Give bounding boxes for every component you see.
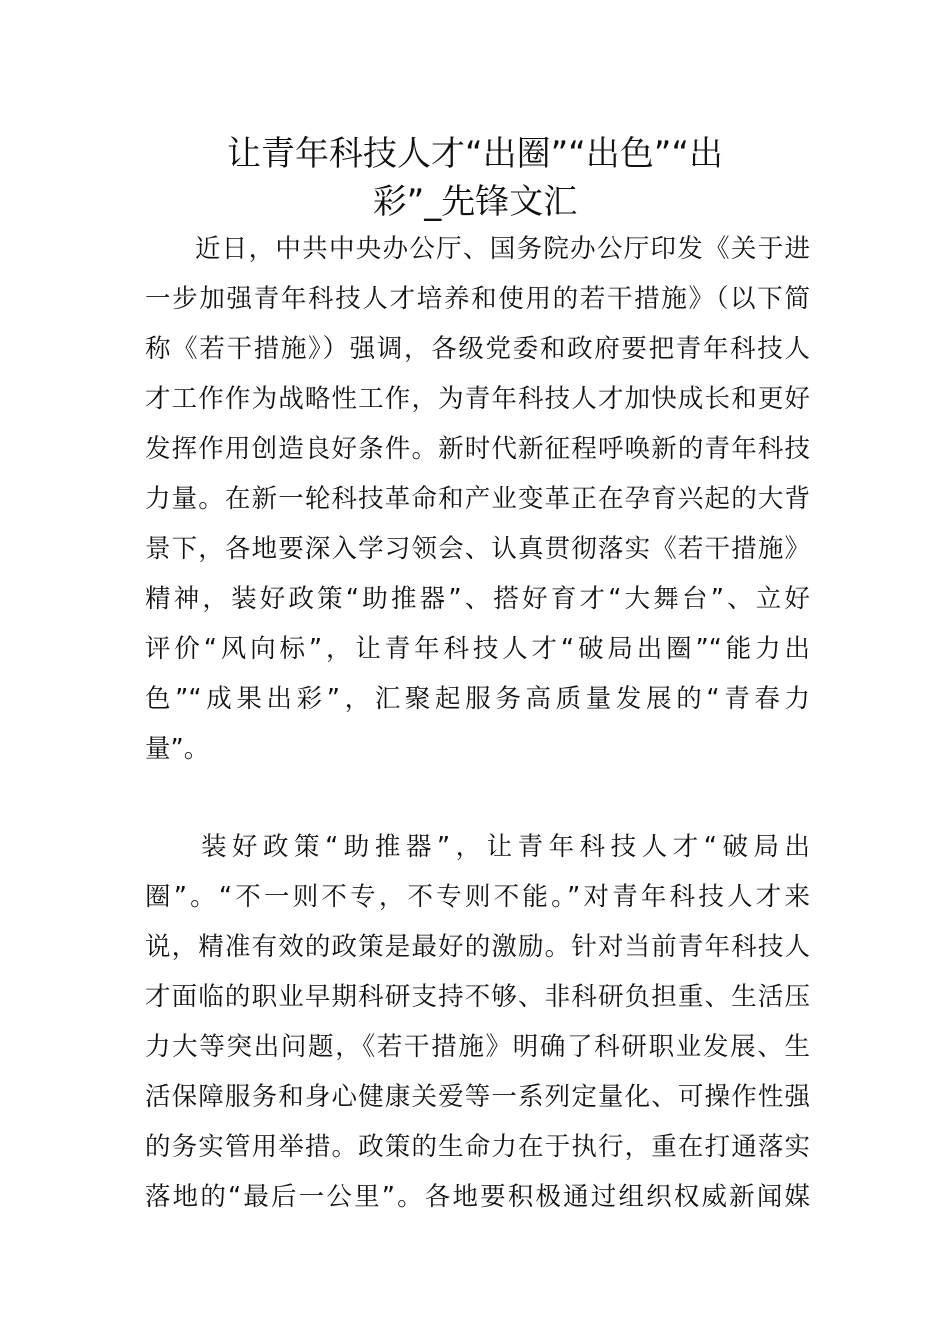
paragraph-intro [145, 224, 810, 774]
text-line: 才工作作为战略性工作，为青年科技人才加快成长和更好 [145, 384, 810, 414]
text-line: 力大等突出问题，《若干措施》明确了科研职业发展、生 [145, 1032, 810, 1062]
text-line: 才面临的职业早期科研支持不够、非科研负担重、生活压 [145, 982, 810, 1012]
title-line: 让青年科技人才“出圈”“出色”“出 [226, 134, 724, 174]
paragraph-policy [145, 822, 810, 1222]
text-line: 色”“成果出彩”，汇聚起服务高质量发展的“青春力 [145, 684, 810, 714]
text-line: 落地的“最后一公里”。各地要积极通过组织权威新闻媒 [145, 1182, 810, 1212]
text-line: 活保障服务和身心健康关爱等一系列定量化、可操作性强 [145, 1082, 810, 1112]
text-line: 称《若干措施》）强调，各级党委和政府要把青年科技人 [145, 334, 810, 364]
text-line: 圈”。“不一则不专，不专则不能。”对青年科技人才来 [145, 882, 810, 912]
text-line: 的务实管用举措。政策的生命力在于执行，重在打通落实 [145, 1132, 810, 1162]
text-line: 力量。在新一轮科技革命和产业变革正在孕育兴起的大背 [145, 484, 810, 514]
document-title [145, 130, 805, 226]
text-line: 一步加强青年科技人才培养和使用的若干措施》（以下简 [145, 284, 810, 314]
text-line: 评价“风向标”，让青年科技人才“破局出圈”“能力出 [145, 634, 810, 664]
title-line: 彩”_先锋文汇 [372, 182, 578, 222]
text-line: 发挥作用创造良好条件。新时代新征程呼唤新的青年科技 [145, 434, 810, 464]
text-line: 量”。 [145, 734, 210, 764]
text-line: 近日，中共中央办公厅、国务院办公厅印发《关于进 [195, 234, 810, 264]
text-line: 精神，装好政策“助推器”、搭好育才“大舞台”、立好 [145, 584, 810, 614]
text-line: 景下，各地要深入学习领会、认真贯彻落实《若干措施》 [145, 534, 810, 564]
text-line: 装好政策“助推器”，让青年科技人才“破局出 [201, 832, 810, 862]
text-line: 说，精准有效的政策是最好的激励。针对当前青年科技人 [145, 932, 810, 962]
